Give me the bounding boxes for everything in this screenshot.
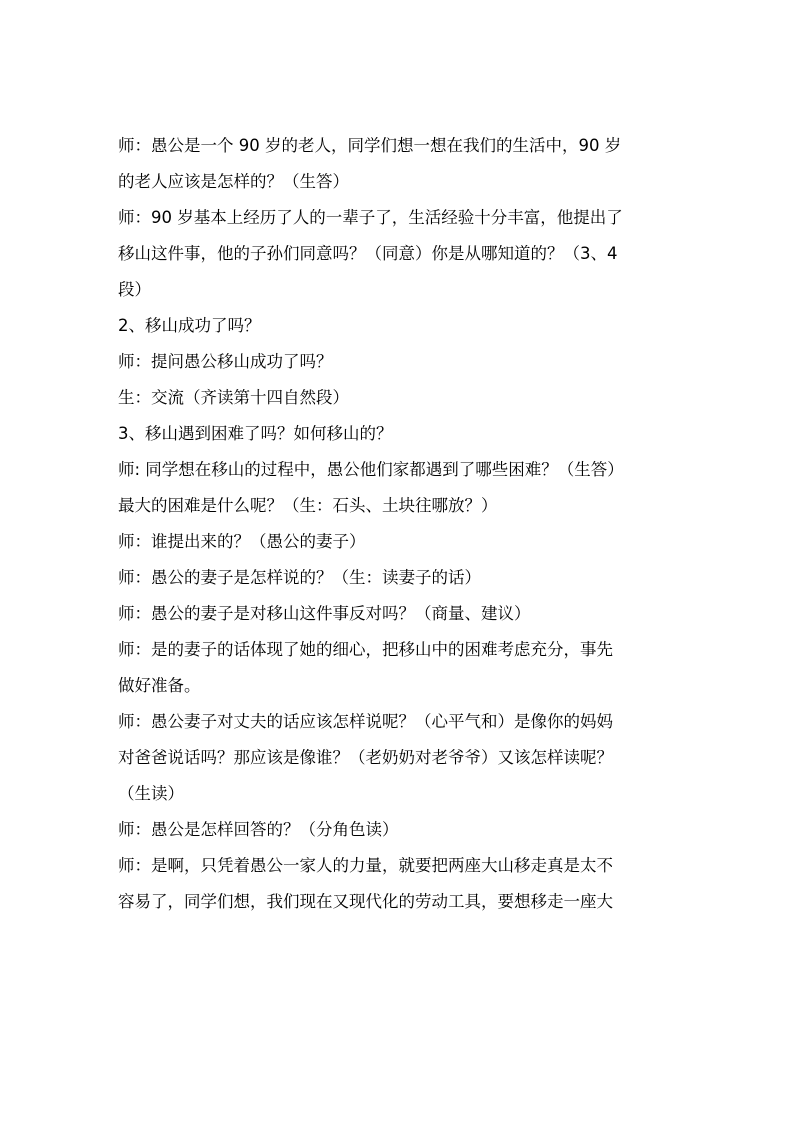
text-line: 师：愚公是一个 90 岁的老人，同学们想一想在我们的生活中，90 岁: [118, 136, 622, 155]
text-line: 师：是的妻子的话体现了她的细心，把移山中的困难考虑充分，事先: [118, 640, 613, 659]
text-line: （生读）: [118, 784, 184, 803]
text-line: 的老人应该是怎样的？（生答）: [118, 172, 349, 191]
text-line: 师：愚公的妻子是对移山这件事反对吗？（商量、建议）: [118, 604, 531, 623]
text-line: 师：是啊，只凭着愚公一家人的力量，就要把两座大山移走真是太不: [118, 856, 613, 875]
text-line: 师：提问愚公移山成功了吗？: [118, 352, 333, 371]
text-line: 师：愚公妻子对丈夫的话应该怎样说呢？（心平气和）是像你的妈妈: [118, 712, 613, 731]
text-line: 师：90 岁基本上经历了人的一辈子了，生活经验十分丰富，他提出了: [118, 208, 623, 227]
text-line: 2、移山成功了吗？: [118, 316, 261, 335]
text-line: 容易了，同学们想，我们现在又现代化的劳动工具，要想移走一座大: [118, 892, 613, 911]
text-line: 对爸爸说话吗？那应该是像谁？（老奶奶对老爷爷）又该怎样读呢？: [118, 748, 613, 767]
text-line: 生：交流（齐读第十四自然段）: [118, 388, 349, 407]
text-line: 做好准备。: [118, 676, 201, 695]
text-line: 师: 同学想在移山的过程中，愚公他们家都遇到了哪些困难？（生答）: [118, 460, 624, 479]
text-line: 师：谁提出来的？（愚公的妻子）: [118, 532, 366, 551]
text-line: 师：愚公的妻子是怎样说的？（生：读妻子的话）: [118, 568, 481, 587]
text-line: 师：愚公是怎样回答的？（分角色读）: [118, 820, 399, 839]
text-line: 段）: [118, 280, 151, 299]
document-body: [118, 128, 684, 920]
text-line: 移山这件事，他的子孙们同意吗？（同意）你是从哪知道的？（3、4: [118, 244, 618, 263]
text-line: 3、移山遇到困难了吗？如何移山的？: [118, 424, 393, 443]
text-line: 最大的困难是什么呢？（生：石头、土块往哪放？）: [118, 496, 498, 515]
